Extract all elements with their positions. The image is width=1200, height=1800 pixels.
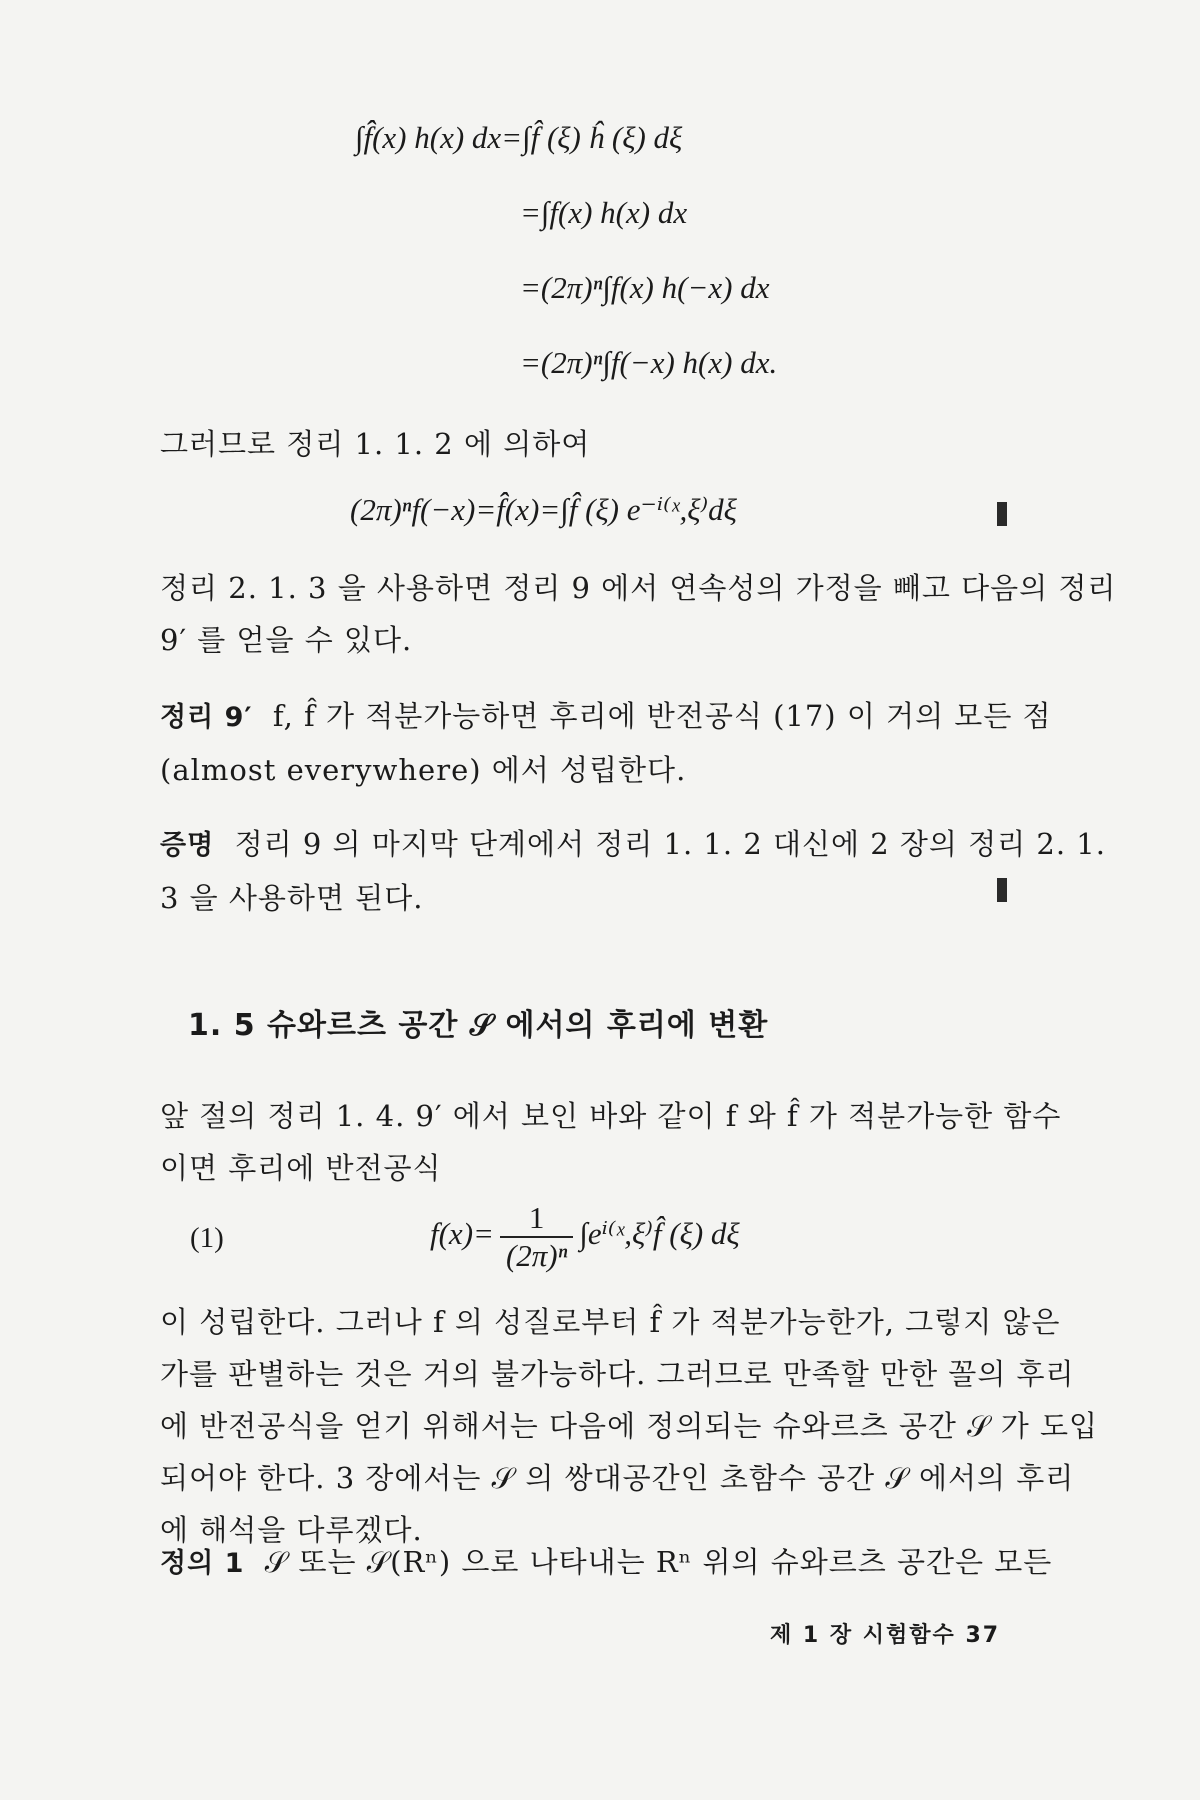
definition-label: 정의 1 [160, 1548, 245, 1579]
fraction [500, 1200, 573, 1274]
paragraph-line: 에 해석을 다루겠다. [160, 1513, 423, 1547]
equation-line-2: =∫f(x) h(x) dx [520, 195, 688, 230]
paragraph-text: 그러므로 정리 1. 1. 2 에 의하여 [160, 427, 591, 461]
paragraph-4 [160, 1296, 1099, 1556]
inversion-formula [430, 1200, 740, 1274]
page-footer: 제 1 장 시험함수 37 [770, 1623, 1001, 1648]
paragraph-line: 앞 절의 정리 1. 4. 9′ 에서 보인 바와 같이 f 와 f̂ 가 적분가능한 함수 [160, 1099, 1062, 1133]
theorem-line: (almost everywhere) 에서 성립한다. [160, 753, 687, 787]
proof-label: 증명 [160, 830, 215, 861]
paragraph-2 [160, 562, 1117, 666]
qed-mark [997, 502, 1007, 526]
proof-line: 3 을 사용하면 된다. [160, 881, 424, 915]
proof-text: 정리 9 의 마지막 단계에서 정리 1. 1. 2 대신에 2 장의 정리 2. 1. [234, 827, 1106, 861]
equation-number: (1) [190, 1222, 224, 1254]
theorem-text: f, f̂ 가 적분가능하면 후리에 반전공식 (17) 이 거의 모든 점 [272, 699, 1052, 733]
paragraph-line: 이 성립한다. 그러나 f 의 성질로부터 f̂ 가 적분가능한가, 그렇지 않은 [160, 1305, 1061, 1339]
section-heading: 1. 5 슈와르츠 공간 𝒮 에서의 후리에 변환 [188, 1008, 769, 1043]
theorem-label: 정리 9′ [160, 702, 253, 733]
formula-lhs: f(x)= [430, 1216, 494, 1252]
paragraph-3 [160, 1090, 1062, 1194]
equation-line-4: =(2π)ⁿ∫f(−x) h(x) dx. [520, 345, 778, 380]
theorem-9-prime [160, 690, 1052, 796]
fraction-denominator: (2π)ⁿ [505, 1238, 568, 1273]
equation-line-1: ∫f̂̂(x) h(x) dx=∫f̂ (ξ) ĥ (ξ) dξ [355, 120, 683, 155]
formula-rhs: ∫eⁱ⁽ˣ,ξ⁾f̂ (ξ) dξ [579, 1216, 740, 1252]
paragraph-line: 에 반전공식을 얻기 위해서는 다음에 정의되는 슈와르츠 공간 𝒮 가 도입 [160, 1409, 1099, 1443]
qed-mark [997, 878, 1007, 902]
equation-line-3: =(2π)ⁿ∫f(x) h(−x) dx [520, 270, 770, 305]
definition-1 [160, 1536, 1053, 1590]
paragraph-line: 이면 후리에 반전공식 [160, 1151, 442, 1185]
paragraph-1 [160, 418, 1040, 470]
fraction-numerator: 1 [500, 1200, 573, 1238]
paragraph-line: 9′ 를 얻을 수 있다. [160, 623, 413, 657]
paragraph-line: 되어야 한다. 3 장에서는 𝒮 의 쌍대공간인 초함수 공간 𝒮 에서의 후리 [160, 1461, 1075, 1495]
paragraph-line: 가를 판별하는 것은 거의 불가능하다. 그러므로 만족할 만한 꼴의 후리 [160, 1357, 1075, 1391]
paragraph-line: 정리 2. 1. 3 을 사용하면 정리 9 에서 연속성의 가정을 빼고 다음의 정리 [160, 571, 1117, 605]
proof [160, 818, 1106, 924]
equation-line-5: (2π)ⁿf(−x)=f̂̂(x)=∫f̂ (ξ) e⁻ⁱ⁽ˣ,ξ⁾dξ [350, 492, 737, 527]
definition-text: 𝒮 또는 𝒮(Rⁿ) 으로 나타내는 Rⁿ 위의 슈와르츠 공간은 모든 [264, 1545, 1053, 1579]
